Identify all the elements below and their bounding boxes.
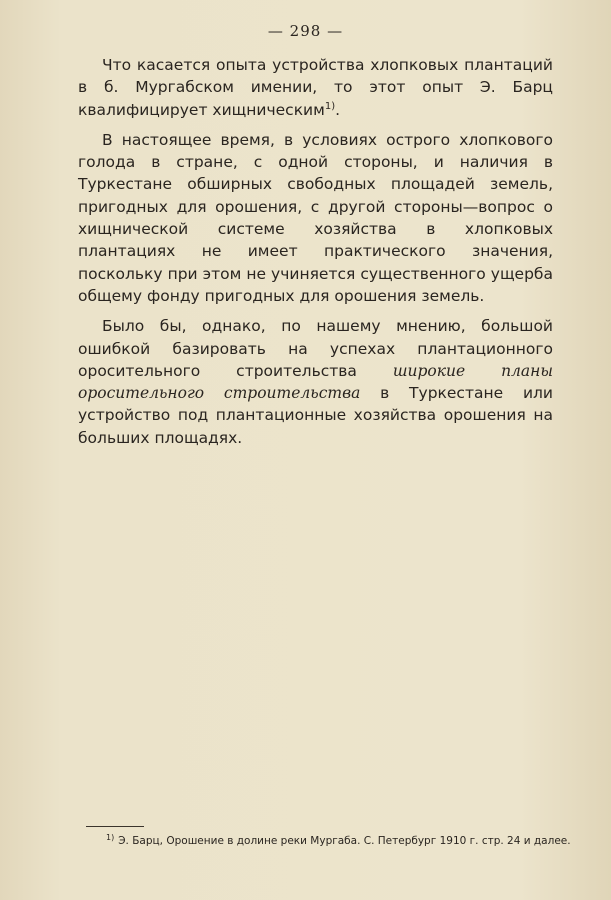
footnote	[106, 834, 576, 848]
paragraph-2: В настоящее время, в условиях острого хлопкового голода в стране, с одной стороны, и наличия в Туркестане обширных свободных площадей земель, пригодных для орошения, с другой стороны—вопрос о хищнической системе хозяйства в хлопковых плантациях не имеет практического значения, поскольку при этом не учиняется существенного ущерба общему фонду пригодных для орошения земель.	[78, 130, 553, 305]
paragraph-3-text: Было бы, однако, по нашему мнению, большой ошибкой базировать на успехах плантационного оросительного строительства	[78, 317, 553, 380]
paragraph-3-italic: широкие планы оросительного строительства	[78, 361, 554, 403]
paragraph-1-text: Что касается опыта устройства хлопковых плантаций в б. Мургабском имении, то этот опыт Э. Барц квалифицирует хищническим	[78, 56, 553, 119]
body-text	[78, 54, 553, 457]
footnote-reference: 1)	[324, 100, 336, 112]
footnote-mark: 1)	[106, 832, 115, 842]
footnote-divider	[86, 826, 144, 827]
paragraph-1-end: .	[335, 100, 341, 119]
page-number: — 298 —	[267, 22, 344, 40]
paragraph-1	[78, 54, 553, 121]
paragraph-3	[78, 315, 553, 449]
paragraph-3-end: в Туркестане или устройство под плантационные хозяйства орошения на больших площадях.	[78, 384, 553, 447]
footnote-text: Э. Барц, Орошение в долине реки Мургаба. С. Петербург 1910 г. стр. 24 и далее.	[118, 835, 571, 847]
